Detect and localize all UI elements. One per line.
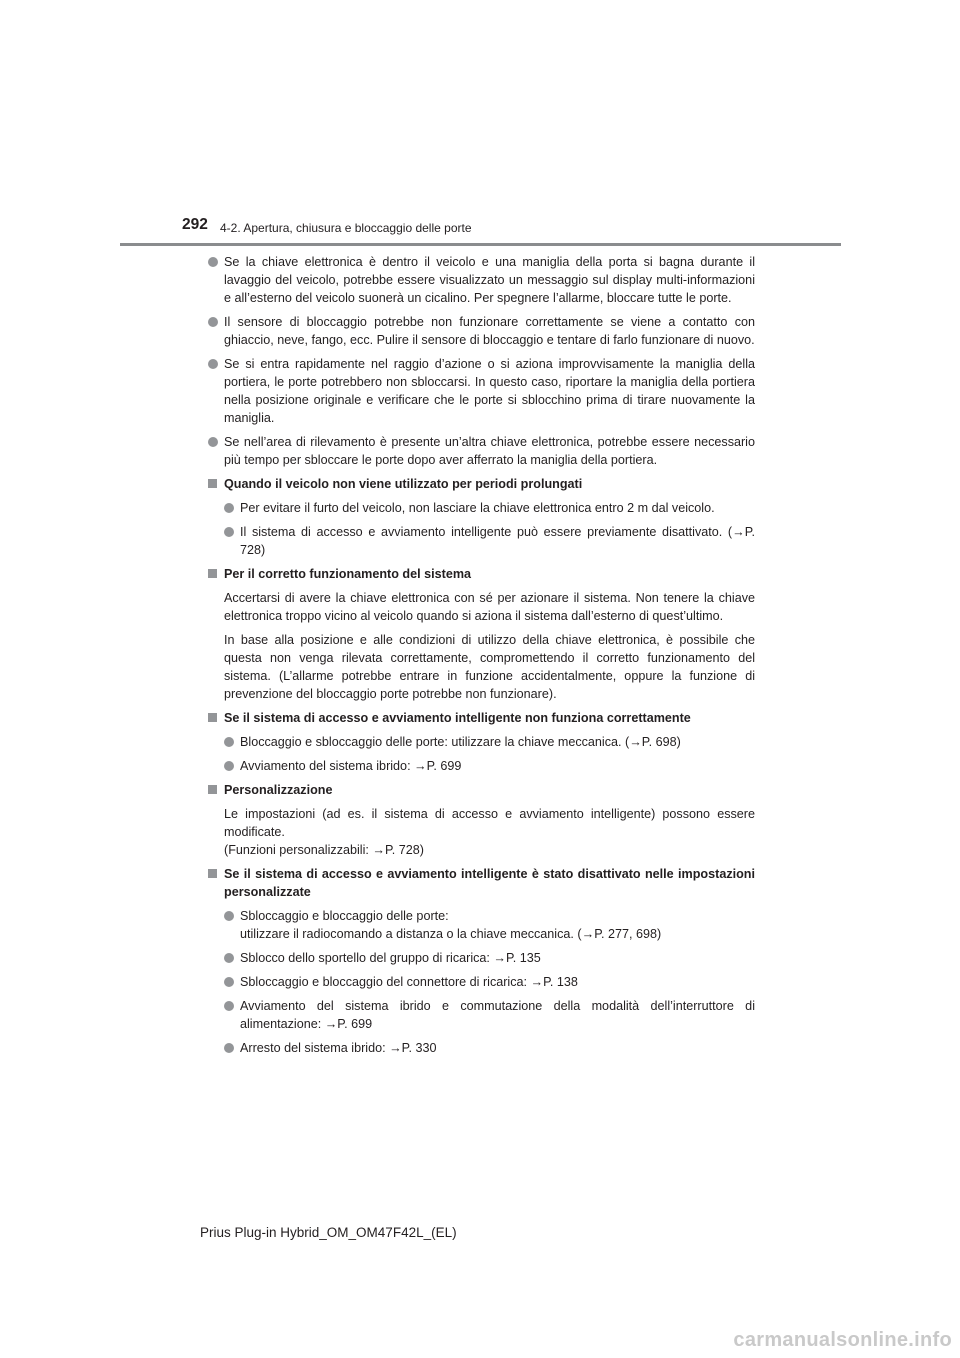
page-number: 292 [182, 216, 208, 233]
item-text: Se la chiave elettronica è dentro il veicolo e una maniglia della porta si bagna durante il lavaggio del veicolo, potrebbe essere visualizzato un messaggio sul display multi-informazioni e all’esterno del veicolo suonerà un cicalino. Per spegnere l’allarme, bloccare tutte le porte. [224, 255, 755, 305]
round-bullet-icon [224, 1043, 234, 1053]
text-line: (Funzioni personalizzabili: →P. 728) [224, 843, 424, 857]
item-text: Per il corretto funzionamento del sistema [224, 567, 472, 581]
watermark: carmanualsonline.info [733, 1329, 952, 1351]
item-text: Accertarsi di avere la chiave elettronica con sé per azionare il sistema. Non tenere la chiave elettronica troppo vicino al veicolo quando si aziona il sistema dall’esterno di quest’ultimo. [224, 591, 755, 623]
round-bullet-icon [208, 257, 218, 267]
round-bullet-icon [208, 437, 218, 447]
item-text: Avviamento del sistema ibrido: →P. 699 [240, 759, 462, 773]
round-bullet-icon [208, 317, 218, 327]
round-bullet-icon [224, 761, 234, 771]
square-bullet-icon [208, 713, 217, 722]
section-title: 4-2. Apertura, chiusura e bloccaggio delle porte [220, 221, 472, 235]
page-body [208, 253, 755, 1063]
round-bullet-icon [224, 911, 234, 921]
bullet-item [224, 757, 755, 775]
bullet-item [224, 1039, 755, 1057]
item-text: Quando il veicolo non viene utilizzato per periodi prolungati [224, 477, 583, 491]
section-heading [208, 865, 755, 901]
item-text: Se nell’area di rilevamento è presente un’altra chiave elettronica, potrebbe essere necessario più tempo per sbloccare le porte dopo aver afferrato la maniglia della portiera. [224, 435, 755, 467]
round-bullet-icon [224, 737, 234, 747]
round-bullet-icon [208, 359, 218, 369]
item-text: Se il sistema di accesso e avviamento intelligente non funziona correttamente [224, 711, 691, 725]
item-text: Se si entra rapidamente nel raggio d’azione o si aziona improvvisamente la maniglia della portiera, le porte potrebbero non sbloccarsi. In questo caso, riportare la maniglia della portiera nella posizione originale e verificare che le porte si sblocchino prima di tirare nuovamente la maniglia. [224, 357, 755, 425]
round-bullet-icon [224, 1001, 234, 1011]
bullet-item [224, 523, 755, 559]
item-text: Bloccaggio e sbloccaggio delle porte: utilizzare la chiave meccanica. (→P. 698) [240, 735, 681, 749]
bullet-item [224, 733, 755, 751]
bullet-item [224, 973, 755, 991]
square-bullet-icon [208, 869, 217, 878]
square-bullet-icon [208, 569, 217, 578]
item-text: Avviamento del sistema ibrido e commutazione della modalità dell’interruttore di alimentazione: →P. 699 [240, 999, 755, 1031]
section-heading [208, 781, 755, 799]
section-heading [208, 565, 755, 583]
item-text: Sbloccaggio e bloccaggio del connettore di ricarica: →P. 138 [240, 975, 578, 989]
round-bullet-icon [224, 977, 234, 987]
bullet-item [208, 253, 755, 307]
item-text: Il sistema di accesso e avviamento intelligente può essere previamente disattivato. (→P. 728) [240, 525, 755, 557]
text-line: Le impostazioni (ad es. il sistema di accesso e avviamento intelligente) possono essere modificate. [224, 807, 755, 839]
square-bullet-icon [208, 479, 217, 488]
footer-model-code: Prius Plug-in Hybrid_OM_OM47F42L_(EL) [200, 1225, 457, 1240]
bullet-item [208, 433, 755, 469]
paragraph [208, 805, 755, 859]
square-bullet-icon [208, 785, 217, 794]
round-bullet-icon [224, 527, 234, 537]
bullet-item [208, 355, 755, 427]
bullet-item [224, 499, 755, 517]
bullet-item [224, 997, 755, 1033]
item-text: Se il sistema di accesso e avviamento intelligente è stato disattivato nelle impostazioni personalizzate [224, 867, 755, 899]
bullet-item [224, 949, 755, 967]
round-bullet-icon [224, 503, 234, 513]
round-bullet-icon [224, 953, 234, 963]
header-divider [120, 243, 841, 246]
item-text: In base alla posizione e alle condizioni di utilizzo della chiave elettronica, è possibile che questa non venga rilevata correttamente, compromettendo il corretto funzionamento del sistema. (L’allarme potrebbe entrare in funzione accidentalmente, oppure la funzione di prevenzione del bloccaggio porte potrebbe non funzionare). [224, 633, 755, 701]
item-text: Personalizzazione [224, 783, 333, 797]
text-line: utilizzare il radiocomando a distanza o la chiave meccanica. (→P. 277, 698) [240, 927, 662, 941]
item-text: Per evitare il furto del veicolo, non lasciare la chiave elettronica entro 2 m dal veicolo. [240, 501, 715, 515]
item-text: Il sensore di bloccaggio potrebbe non funzionare correttamente se viene a contatto con ghiaccio, neve, fango, ecc. Pulire il sensore di bloccaggio e tentare di farlo funzionare di nuovo. [224, 315, 755, 347]
bullet-item [224, 907, 755, 943]
item-text: Arresto del sistema ibrido: →P. 330 [240, 1041, 437, 1055]
text-line: Sbloccaggio e bloccaggio delle porte: [240, 909, 449, 923]
section-heading [208, 475, 755, 493]
section-heading [208, 709, 755, 727]
item-text: Sblocco dello sportello del gruppo di ricarica: →P. 135 [240, 951, 541, 965]
paragraph [208, 589, 755, 625]
paragraph [208, 631, 755, 703]
bullet-item [208, 313, 755, 349]
